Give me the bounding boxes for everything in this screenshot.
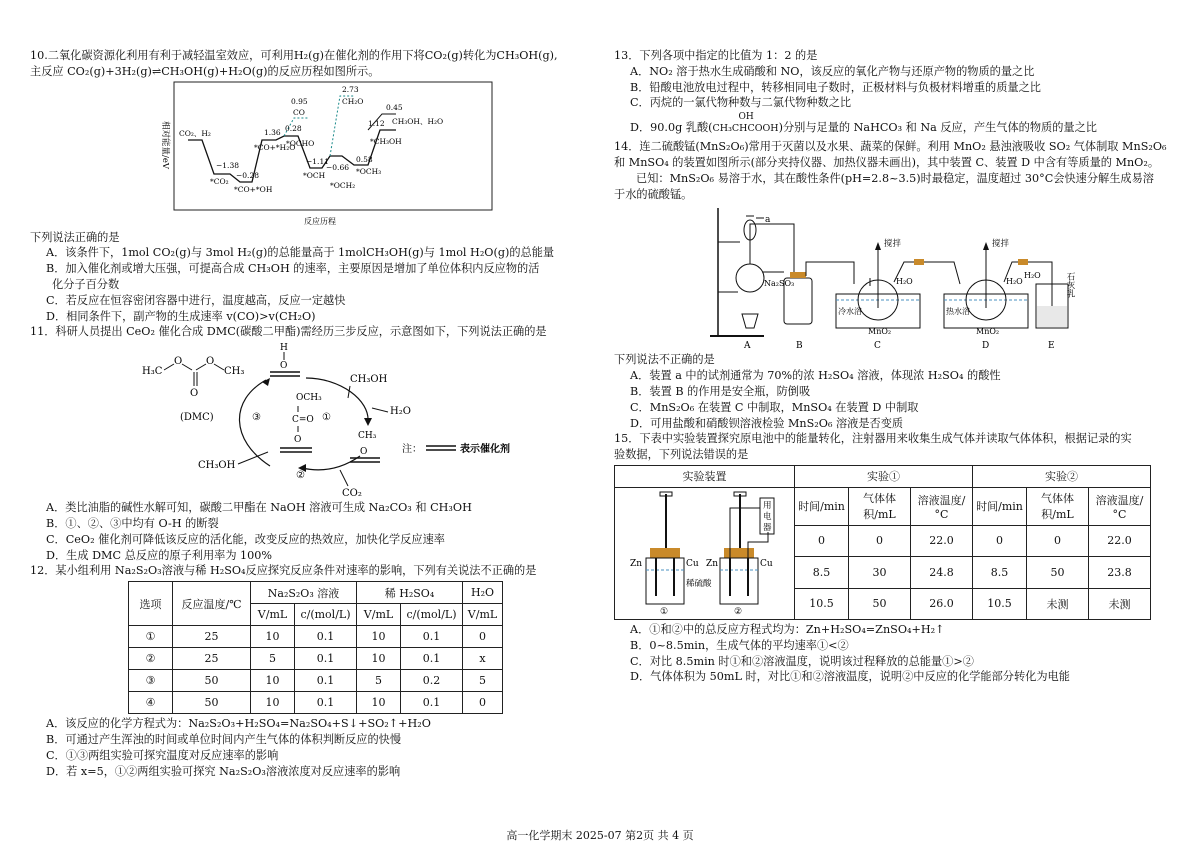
q11-stem: 11．科研人员提出 CeO₂ 催化合成 DMC(碳酸二甲酯)需经历三步反应，示意图如下，下列说法正确的是 [30, 325, 547, 339]
right-o: O [360, 447, 368, 458]
label-hot-bath: 热水浴 [946, 307, 970, 317]
q15-stem-1: 15．下表中实验装置探究原电池中的能量转化，注射器用来收集生成气体并读取气体体积，根据记录的实 [614, 432, 1132, 446]
label-cold-bath: 冷水浴 [838, 307, 862, 317]
cell: 22.0 [1089, 525, 1151, 556]
label-B: B [796, 341, 803, 352]
cell: 0.1 [401, 648, 463, 670]
label-112: 1.12 [368, 118, 385, 128]
question-12 [30, 563, 598, 779]
label-na2so3: Na₂SO₃ [764, 279, 795, 289]
note-prefix: 注： [402, 444, 422, 456]
q13-stem: 13．下列各项中指定的比值为 1：2 的是 [614, 49, 818, 62]
q14-stem-3: 已知：MnS₂O₆ 易溶于水，其在酸性条件(pH=2.8~3.5)时最稳定，温度超过 30°C会快速分解生成易溶 [636, 171, 1154, 185]
question-10 [30, 48, 598, 324]
q14-apparatus-diagram [614, 202, 1176, 352]
label-a: a [765, 215, 771, 226]
apparatus-svg [614, 202, 1176, 352]
cell: 0 [463, 626, 503, 648]
label-ocho: *OCHO [286, 138, 315, 148]
page-footer: 高一化学期末 2025-07 第2页 共 4 页 [506, 829, 694, 842]
x-axis-label: 反应历程 [304, 216, 336, 226]
cell: 50 [173, 670, 251, 692]
q14-option-a: A．装置 a 中的试剂通常为 70%的浓 H₂SO₄ 溶液，体现浓 H₂SO₄ 的酸性 [630, 369, 1001, 383]
lactic-formula-text: CH₃CHCOOH [712, 123, 779, 135]
cell: 10 [357, 692, 401, 714]
lactic-acid-formula [712, 112, 779, 137]
zn-1: Zn [629, 558, 642, 569]
cell: 50 [173, 692, 251, 714]
table-row [129, 692, 503, 714]
table-row [129, 670, 503, 692]
label-m066: −0.66 [326, 162, 349, 172]
label-028: 0.28 [285, 123, 302, 133]
label-coh2o: *CO+*H₂O [254, 142, 296, 152]
cell: 10 [357, 626, 401, 648]
q11-option-c: C．CeO₂ 催化剂可降低该反应的活化能，改变反应的热效应，加快化学反应速率 [46, 532, 445, 546]
step-1: ① [322, 412, 331, 424]
q13-option-d-prefix: D．90.0g 乳酸( [630, 121, 713, 135]
reagent-h2o: H₂O [390, 406, 411, 418]
cell: 50 [1027, 557, 1089, 588]
q15-option-d: D．气体体积为 50mL 时，对比①和②溶液温度，说明②中反应的化学能部分转化为电能 [630, 670, 1070, 684]
center-o: O [294, 435, 302, 446]
left-column [30, 48, 598, 779]
y-axis-label: 相对能量/eV [160, 120, 170, 169]
label-095: 0.95 [291, 96, 308, 106]
q11-option-d: D．生成 DMC 总反应的原子利用率为 100% [46, 548, 273, 562]
q15-h-vol-2: 气体体积/mL [1027, 487, 1089, 525]
q15-table [614, 465, 1151, 620]
label-mno2-d: MnO₂ [976, 327, 1000, 337]
q12-h-v1: V/mL [251, 604, 295, 626]
cell: 10 [251, 670, 295, 692]
q10-option-b-cont: 化分子百分数 [52, 277, 120, 291]
q10-option-a: A．该条件下，1mol CO₂(g)与 3mol H₂(g)的总能量高于 1molCH₃OH(g)与 1mol H₂O(g)的总能量 [46, 246, 555, 260]
q14-stem-4: 于水的硫酸锰。 [614, 187, 693, 201]
cell: 10 [251, 692, 295, 714]
cell: 0.1 [295, 648, 357, 670]
zn-2: Zn [705, 558, 718, 569]
label-och2: *OCH₂ [330, 180, 356, 190]
dmc-h3c: H₃C [142, 366, 163, 378]
q13-option-c: C．丙烷的一氯代物种数与二氯代物种数之比 [630, 96, 852, 110]
q14-stem-1: 14．连二硫酸锰(MnS₂O₆)常用于灭菌以及水果、蔬菜的保鲜。利用 MnO₂ 悬浊液吸收 SO₂ 气体制取 MnS₂O₆ [614, 140, 1167, 154]
cell: 0 [849, 525, 911, 556]
q12-h-h2o: H₂O [463, 582, 503, 604]
q11-catalysis-diagram [30, 340, 598, 500]
q15-h-exp1: 实验① [795, 465, 973, 487]
q12-h-v2: V/mL [357, 604, 401, 626]
cell: 未测 [1089, 588, 1151, 619]
q12-h-v3: V/mL [463, 604, 503, 626]
cell: 10 [251, 626, 295, 648]
num-1: ① [659, 606, 668, 616]
question-13 [614, 48, 1176, 137]
q15-h-time-1: 时间/min [795, 487, 849, 525]
q14-option-c: C．MnS₂O₆ 在装置 C 中制取，MnSO₄ 在装置 D 中制取 [630, 400, 919, 414]
label-stir-1: 搅拌 [884, 239, 902, 250]
cell: 5 [251, 648, 295, 670]
cell: 0.1 [401, 692, 463, 714]
q15-stem-2: 验数据，下列说法错误的是 [614, 448, 749, 462]
label-co2: *CO₂ [210, 176, 229, 186]
cell: 10.5 [973, 588, 1027, 619]
cell: ② [129, 648, 173, 670]
q12-h-c1: c/(mol/L) [295, 604, 357, 626]
cell: 25 [173, 626, 251, 648]
label-m138: −1.38 [216, 160, 239, 170]
question-14 [614, 139, 1176, 431]
q12-option-a: A．该反应的化学方程式为：Na₂S₂O₃+H₂SO₄=Na₂SO₄+S↓+SO₂↑+H₂O [46, 717, 431, 731]
cell: ③ [129, 670, 173, 692]
num-2: ② [733, 606, 742, 616]
q15-h-temp-2: 溶液温度/°C [1089, 487, 1151, 525]
q12-option-c: C．①③两组实验可探究温度对反应速率的影响 [46, 748, 279, 762]
cell: x [463, 648, 503, 670]
label-h2o-d: H₂O [1006, 277, 1023, 287]
cell: 8.5 [795, 557, 849, 588]
label-045: 0.45 [386, 102, 403, 112]
q11-option-a: A．类比油脂的碱性水解可知，碳酸二甲酯在 NaOH 溶液可生成 Na₂CO₃ 和 CH₃OH [46, 501, 472, 515]
q13-option-a: A．NO₂ 溶于热水生成硝酸和 NO，该反应的氧化产物与还原产物的物质的量之比 [630, 64, 1035, 78]
center-och3: OCH₃ [296, 393, 322, 404]
cell: ④ [129, 692, 173, 714]
label-ch2o: CH₂O [342, 96, 364, 106]
dmc-o-carbonyl: O [190, 388, 199, 400]
q15-h-vol-1: 气体体积/mL [849, 487, 911, 525]
cell: 50 [849, 588, 911, 619]
q14-stem-2: 和 MnSO₄ 的装置如图所示(部分夹持仪器、加热仪器未画出)，其中装置 C、装置 D 中含有等质量的 MnO₂。 [614, 155, 1160, 169]
label-E: E [1048, 341, 1055, 352]
reagent-ch3oh-left: CH₃OH [198, 460, 236, 472]
label-m028: −0.28 [236, 170, 259, 180]
q10-option-c: C．若反应在恒容密闭容器中进行，温度越高，反应一定越快 [46, 293, 346, 307]
question-15 [614, 431, 1176, 685]
q13-option-b: B．铅酸电池放电过程中，转移相同电子数时，正极材料与负极材料增重的质量之比 [630, 80, 1041, 94]
table-row [129, 626, 503, 648]
cell: 25 [173, 648, 251, 670]
reagent-ch3oh-top: CH₃OH [350, 374, 388, 386]
device-char-1: 用 [762, 500, 772, 511]
label-ch3oh: *CH₃OH [370, 136, 402, 146]
cell: ① [129, 626, 173, 648]
step-3: ③ [252, 412, 261, 424]
cell: 8.5 [973, 557, 1027, 588]
q10-stem-line-2: 主反应 CO₂(g)+3H₂(g)⇌CH₃OH(g)+H₂O(g)的反应历程如图所示。 [30, 64, 380, 78]
energy-profile-svg [30, 80, 598, 230]
device-char-3: 器 [762, 522, 772, 533]
q12-h-h2so4: 稀 H₂SO₄ [357, 582, 463, 604]
center-c-o: C=O [292, 415, 314, 426]
q12-h-na: Na₂S₂O₃ 溶液 [251, 582, 357, 604]
cell: 0 [463, 692, 503, 714]
q12-stem: 12．某小组利用 Na₂S₂O₃溶液与稀 H₂SO₄反应探究反应条件对速率的影响，下列有关说法不正确的是 [30, 564, 537, 578]
cell: 0.1 [401, 626, 463, 648]
q11-option-b: B．①、②、③中均有 O-H 的断裂 [46, 516, 219, 530]
lactic-oh: OH [738, 112, 754, 123]
cu-2: Cu [759, 558, 773, 569]
cu-1: Cu [685, 558, 699, 569]
q10-prompt: 下列说法正确的是 [30, 230, 120, 244]
label-136: 1.36 [264, 127, 281, 137]
right-column [614, 48, 1176, 685]
label-start: CO₂、H₂ [179, 128, 211, 138]
q12-h-temp: 反应温度/℃ [173, 582, 251, 626]
label-C: C [874, 341, 881, 352]
q10-stem-line-1: 10.二氧化碳资源化利用有利于减轻温室效应，可利用H₂(g)在催化剂的作用下将CO₂(g)转化为CH₃OH(g), [30, 49, 558, 62]
table-row [129, 648, 503, 670]
cat-top-o: O [280, 361, 288, 372]
note-text: 表示催化剂 [460, 444, 510, 456]
label-h2o-e: H₂O [1024, 271, 1041, 281]
q15-option-c: C．对比 8.5min 时①和②溶液温度，说明该过程释放的总能量①>② [630, 654, 974, 668]
label-058: 0.58 [356, 154, 373, 164]
q12-option-d: D．若 x=5，①②两组实验可探究 Na₂S₂O₃溶液浓度对反应速率的影响 [46, 764, 401, 778]
label-lime: 石灰乳 [1065, 272, 1075, 298]
q15-h-temp-1: 溶液温度/°C [911, 487, 973, 525]
label-m111: −1.11 [306, 156, 329, 166]
cell: 5 [357, 670, 401, 692]
acid-label: 稀硫酸 [685, 578, 712, 589]
question-11 [30, 324, 598, 563]
q15-h-device: 实验装置 [615, 465, 795, 487]
cat-top-h: H [280, 343, 288, 354]
cell: 24.8 [911, 557, 973, 588]
dmc-o1: O [174, 356, 183, 368]
q10-option-b: B．加入催化剂或增大压强，可提高合成 CH₃OH 的速率，主要原因是增加了单位体积内反应物的活 [46, 262, 540, 276]
label-co: CO [293, 107, 305, 117]
cell: 0 [795, 525, 849, 556]
cell: 0.2 [401, 670, 463, 692]
label-och3: *OCH₃ [356, 166, 382, 176]
q13-option-d [614, 111, 1176, 137]
cell: 未测 [1027, 588, 1089, 619]
cell: 22.0 [911, 525, 973, 556]
label-A: A [744, 341, 751, 352]
q13-option-d-suffix: )分别与足量的 NaHCO₃ 和 Na 反应，产生气体的物质的量之比 [778, 121, 1097, 135]
q12-table [128, 581, 503, 714]
q15-h-time-2: 时间/min [973, 487, 1027, 525]
q15-h-exp2: 实验② [973, 465, 1151, 487]
label-coh: *CO+*OH [234, 184, 273, 194]
reagent-co2: CO₂ [342, 488, 362, 500]
cell: 0 [973, 525, 1027, 556]
cell: 10 [357, 648, 401, 670]
cell: 0.1 [295, 692, 357, 714]
q12-h-option: 选项 [129, 582, 173, 626]
q10-energy-diagram [30, 80, 598, 230]
q15-device-figure [615, 487, 795, 619]
dmc-label: (DMC) [180, 412, 214, 424]
cell: 5 [463, 670, 503, 692]
label-h2o-c: H₂O [896, 277, 913, 287]
q12-h-c2: c/(mol/L) [401, 604, 463, 626]
dmc-o2: O [206, 356, 215, 368]
cell: 26.0 [911, 588, 973, 619]
cell: 30 [849, 557, 911, 588]
label-mno2-c: MnO₂ [868, 327, 892, 337]
label-ch3oh-h2o: CH₃OH、H₂O [392, 116, 444, 126]
step-2: ② [296, 470, 305, 482]
dmc-ch3: CH₃ [224, 366, 245, 378]
galvanic-cell-svg [616, 488, 794, 616]
right-ch3: CH₃ [358, 431, 377, 442]
catalysis-cycle-svg [30, 340, 598, 500]
q10-option-d: D．相同条件下，副产物的生成速率 v(CO)>v(CH₂O) [46, 309, 316, 323]
q14-prompt: 下列说法不正确的是 [614, 353, 715, 367]
label-stir-2: 搅拌 [992, 239, 1010, 250]
q14-option-d: D．可用盐酸和硝酸钡溶液检验 MnS₂O₆ 溶液是否变质 [630, 416, 904, 430]
q12-option-b: B．可通过产生浑浊的时间或单位时间内产生气体的体积判断反应的快慢 [46, 732, 402, 746]
cell: 23.8 [1089, 557, 1151, 588]
q15-option-b: B．0~8.5min，生成气体的平均速率①<② [630, 638, 849, 652]
device-char-2: 电 [762, 511, 772, 522]
label-D: D [982, 341, 990, 352]
q15-option-a: A．①和②中的总反应方程式均为：Zn+H₂SO₄=ZnSO₄+H₂↑ [630, 622, 945, 636]
label-och: *OCH [303, 170, 326, 180]
q14-option-b: B．装置 B 的作用是安全瓶，防倒吸 [630, 384, 811, 398]
cell: 0.1 [295, 626, 357, 648]
cell: 10.5 [795, 588, 849, 619]
cell: 0.1 [295, 670, 357, 692]
label-273: 2.73 [342, 84, 359, 94]
cell: 0 [1027, 525, 1089, 556]
